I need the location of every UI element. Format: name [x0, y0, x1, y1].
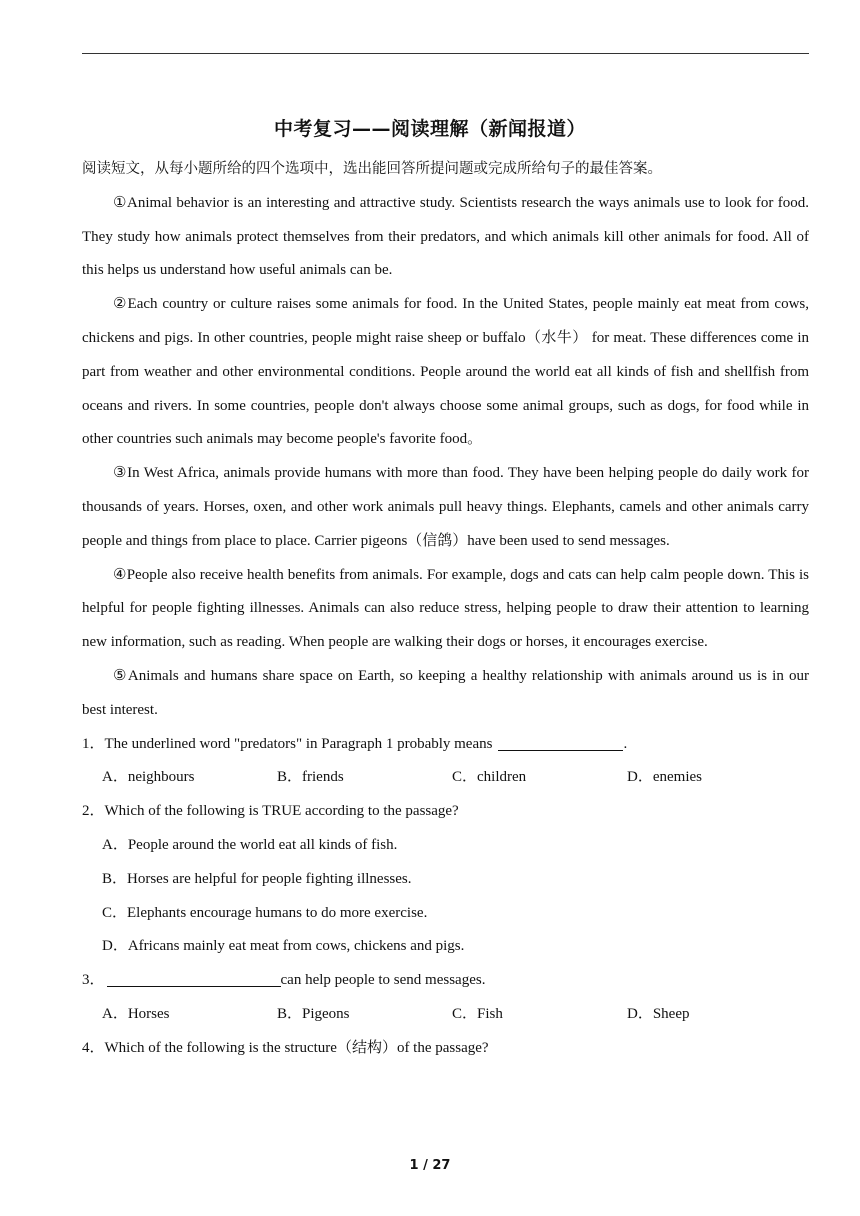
paragraph-2: ②Each country or culture raises some animals for food. In the United States, people mainly eat meat from cows, chickens and pigs. In other countries, people might raise sheep or buffalo（水牛） for meat. These differences come in part from weather and other environmental conditions. People around the world eat all kinds of fish and shellfish from oceans and rivers. In some countries, people don't always choose some animal groups, such as dogs, for food while in other countries such animals may become people's favorite food。: [82, 296, 809, 448]
option-d: D．enemies: [627, 769, 702, 786]
option-a: A．neighbours: [102, 769, 195, 786]
document-body: [82, 153, 809, 1066]
question-3-options: [82, 998, 809, 1032]
question-1-stem: 1．The underlined word "predators" in Paragraph 1 probably means: [82, 735, 493, 752]
question-1-options: [82, 761, 809, 795]
question-3: [82, 964, 809, 998]
option-a: A．Horses: [102, 1005, 170, 1022]
instruction-text: 阅读短文，从每小题所给的四个选项中，选出能回答所提问题或完成所给句子的最佳答案。: [82, 161, 662, 177]
paragraph-3: ③In West Africa, animals provide humans with more than food. They have been helping people do daily work for thousands of years. Horses, oxen, and other work animals pull heavy things. Elephants, camels and other animals carry people and things from place to place. Carrier pigeons（信鸽）have been used to send messages.: [82, 465, 809, 549]
question-1-end: .: [623, 735, 628, 752]
page-title: 中考复习——阅读理解（新闻报道）: [273, 118, 586, 140]
paragraph-5: ⑤Animals and humans share space on Earth, so keeping a healthy relationship with animals around us is in our best interest.: [82, 667, 809, 718]
option-a: A．People around the world eat all kinds of fish.: [102, 836, 398, 853]
question-3-number: 3．: [82, 972, 105, 989]
question-1: [82, 728, 809, 762]
page-number: 1 / 27: [409, 1158, 451, 1173]
paragraph-4: ④People also receive health benefits from animals. For example, dogs and cats can help calm people down. This is helpful for people fighting illnesses. Animals can also reduce stress, helping people to draw their attention to learning new information, such as reading. When people are walking their dogs or horses, it encourages exercise.: [82, 566, 809, 651]
option-b: B．friends: [277, 769, 344, 786]
question-2: 2．Which of the following is TRUE according to the passage?: [82, 803, 459, 820]
option-b: B．Pigeons: [277, 1005, 350, 1022]
paragraph-1: ①Animal behavior is an interesting and attractive study. Scientists research the ways animals use to look for food. They study how animals protect themselves from their predators, and which animals kill other animals for food. All of this helps us understand how useful animals can be.: [82, 194, 809, 279]
option-c: C．Elephants encourage humans to do more exercise.: [102, 904, 428, 921]
option-c: C．Fish: [452, 1005, 503, 1022]
option-d: D．Sheep: [627, 1005, 690, 1022]
answer-blank: [498, 734, 623, 751]
option-c: C．children: [452, 769, 527, 786]
question-3-stem: can help people to send messages.: [280, 972, 486, 989]
question-4: 4．Which of the following is the structure（结构）of the passage?: [82, 1039, 489, 1056]
option-b: B．Horses are helpful for people fighting illnesses.: [102, 870, 412, 887]
answer-blank: [107, 970, 281, 987]
header-rule: [82, 53, 809, 54]
option-d: D．Africans mainly eat meat from cows, chickens and pigs.: [102, 938, 465, 955]
